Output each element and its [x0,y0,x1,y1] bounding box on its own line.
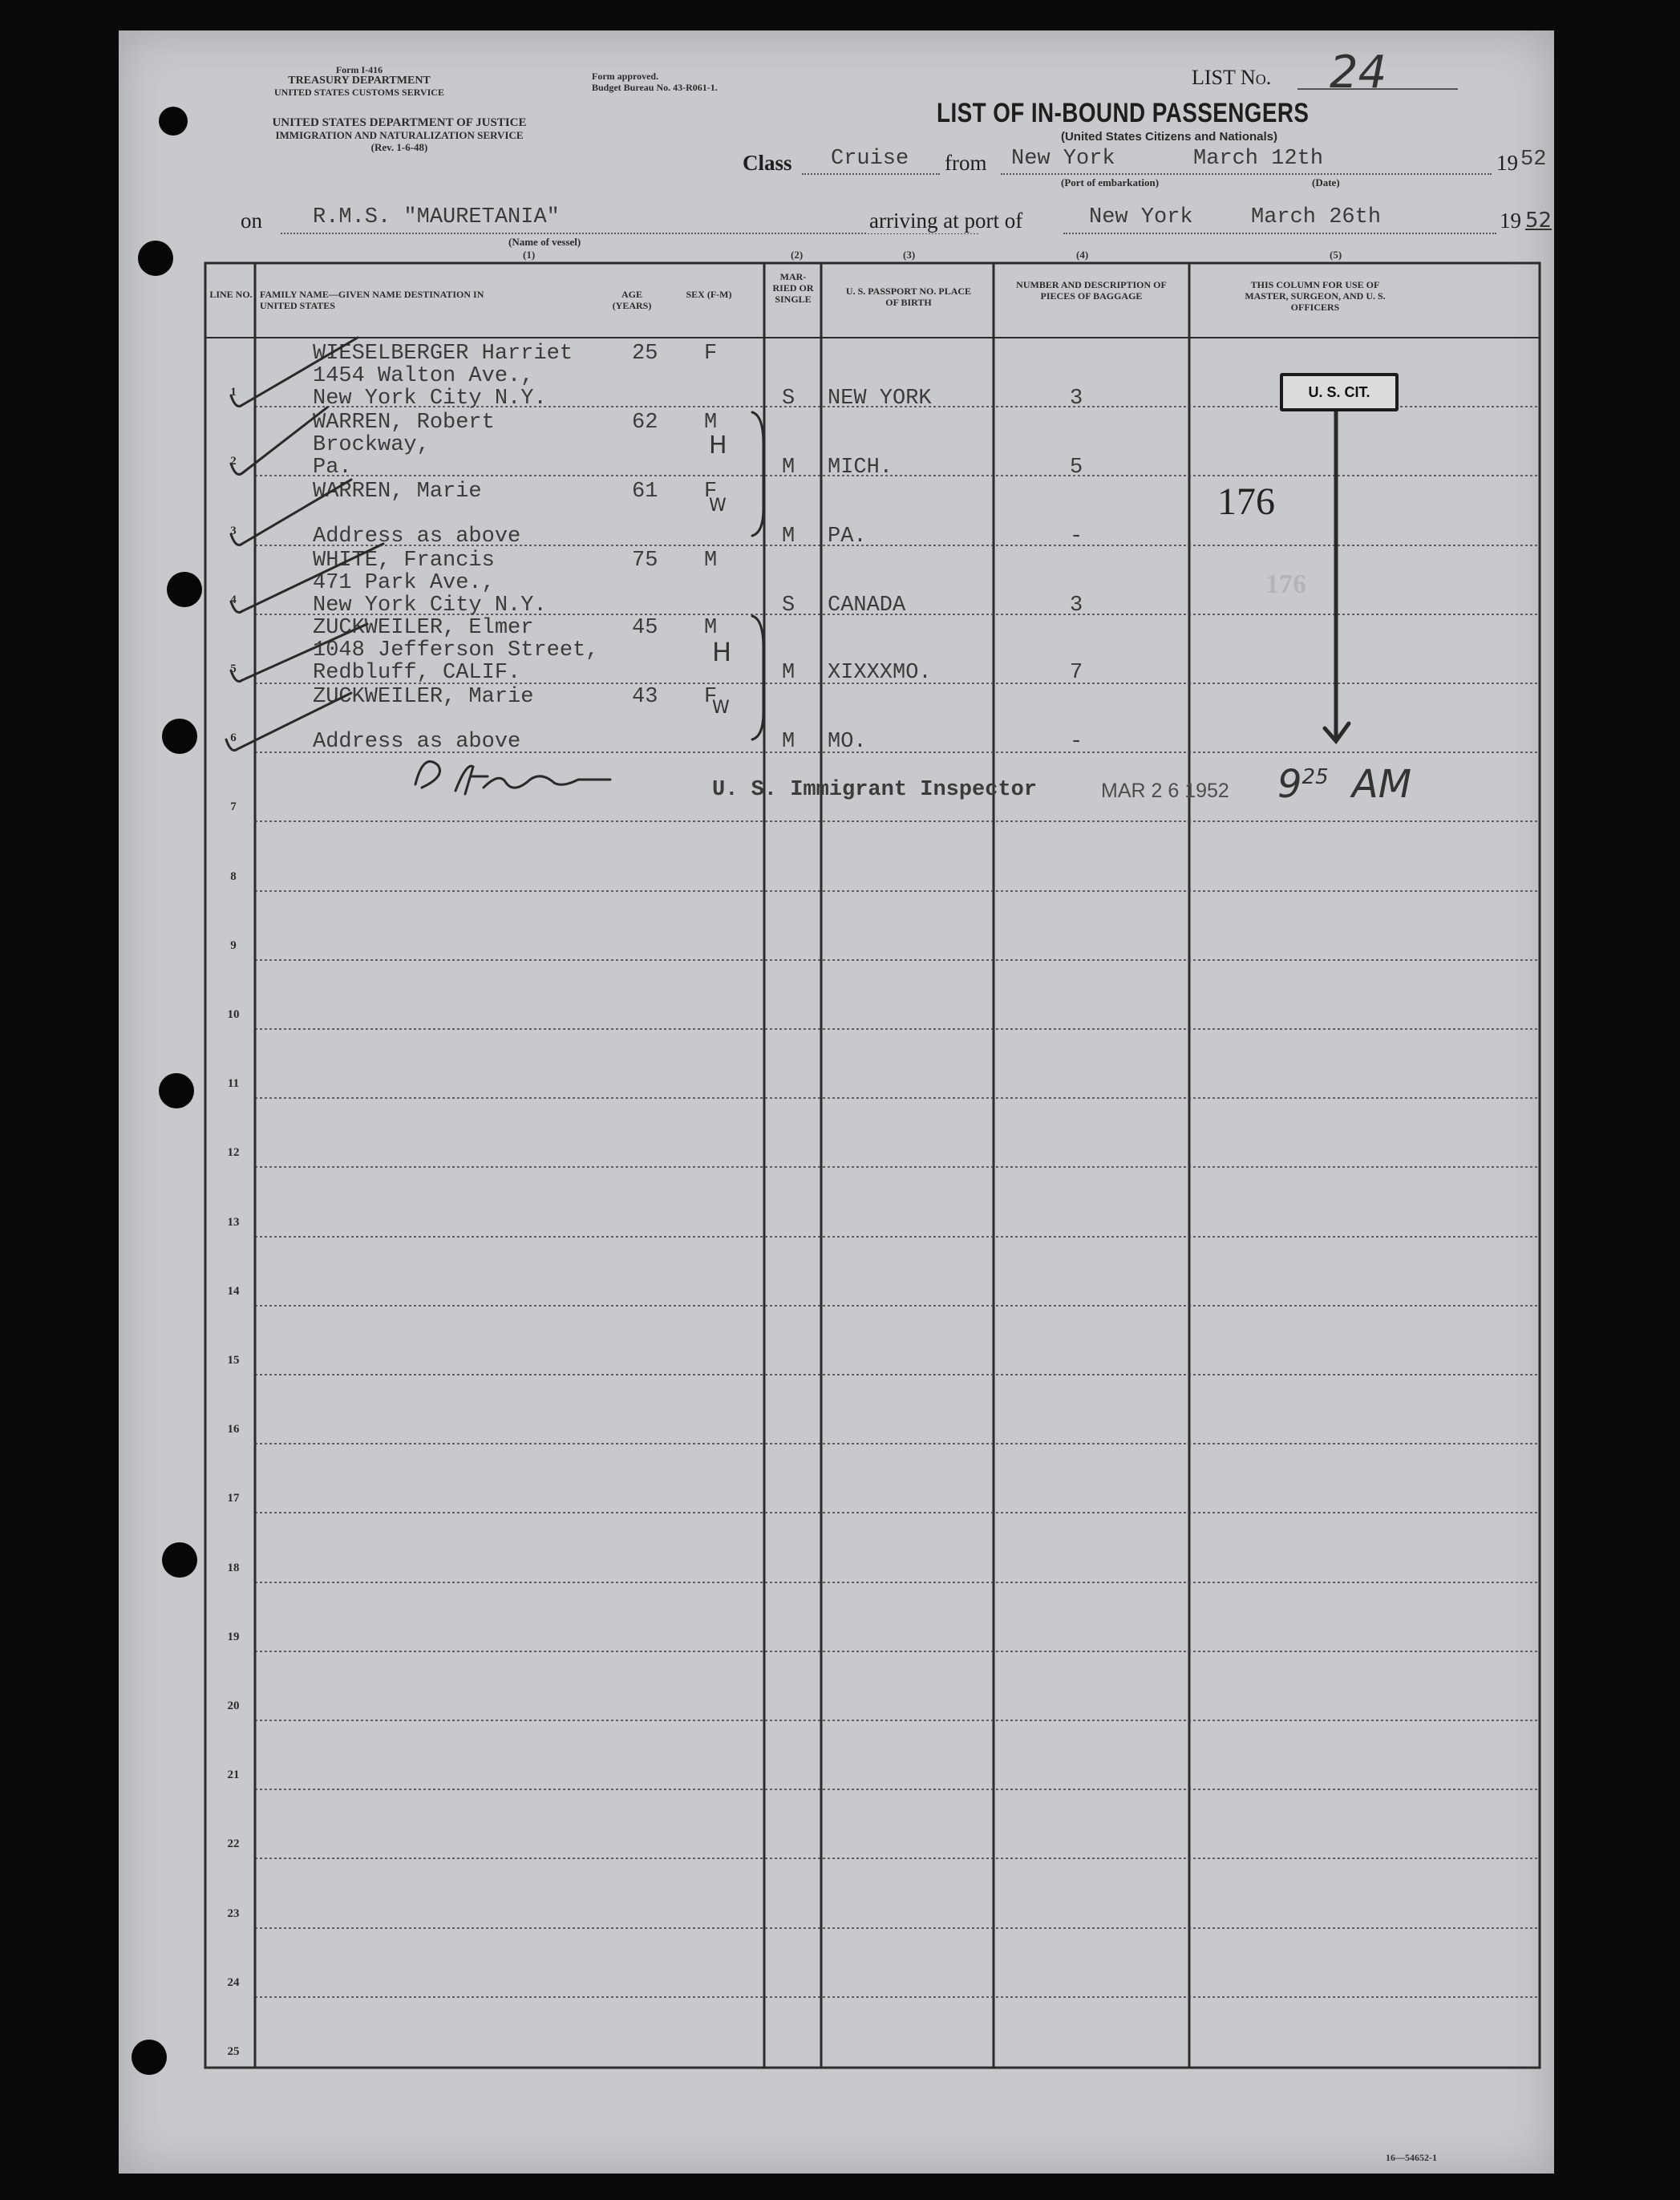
faded-number: 176 [1265,569,1306,599]
line-number: 23 [227,1907,240,1920]
budget-label: Budget Bureau No. 43-R061-1. [592,82,718,93]
class-line [802,173,940,175]
inspector-label: U. S. Immigrant Inspector [712,778,1038,802]
entry-2-baggage: 5 [1070,456,1083,480]
time-suffix: AM [1351,762,1412,807]
entry-1-sex: F [704,342,718,366]
treasury-label: TREASURY DEPARTMENT [288,75,431,87]
binder-hole [162,1542,197,1578]
entry-5-name: ZUCKWEILER, Elmer [313,616,534,640]
line-number: 3 [230,525,237,537]
line-number: 24 [227,1976,240,1989]
col-num-4: (4) [1076,249,1089,261]
justice-label: UNITED STATES DEPARTMENT OF JUSTICE [272,116,527,129]
signature [415,761,610,794]
entry-2-marital: M [782,456,795,480]
entry-5-age: 45 [632,616,658,640]
time-minutes: 25 [1301,765,1329,789]
line-number: 17 [227,1492,240,1505]
line-number: 18 [227,1562,240,1574]
entry-4-age: 75 [632,549,658,573]
col-header-officers: THIS COLUMN FOR USE OF MASTER, SURGEON, AND U. S. OFFICERS [1245,279,1386,313]
revision-label: (Rev. 1-6-48) [370,141,428,153]
handwritten-number: 176 [1217,480,1275,523]
entry-4-marital: S [782,594,795,618]
entry-4-sex: M [704,549,718,573]
inspector-date-stamp: MAR 2 6 1952 [1101,780,1229,802]
page-title: LIST OF IN-BOUND PASSENGERS [937,98,1310,128]
col-num-1: (1) [523,249,536,261]
class-label: Class [743,151,792,175]
entry-5-baggage: 7 [1070,661,1083,685]
arrival-date: March 26th [1251,205,1382,229]
entry-5-marital: M [782,661,795,685]
line-number: 25 [227,2045,240,2058]
binder-hole [138,241,173,276]
list-no-label: LIST No. [1192,66,1272,89]
bracket-note-h2: H [712,637,732,667]
entry-5-addr1: 1048 Jefferson Street, [313,638,599,662]
justice-header [231,117,568,153]
vessel-caption: (Name of vessel) [508,236,581,248]
customs-label: UNITED STATES CUSTOMS SERVICE [274,87,444,98]
line-number: 11 [227,1077,240,1090]
entry-1-baggage: 3 [1070,387,1083,411]
line-number: 15 [227,1354,240,1367]
list-no-value: 24 [1330,47,1387,99]
bracket-note-w2: W [712,698,730,718]
entry-4-addr2: New York City N.Y. [313,594,547,618]
from-label: from [945,151,987,175]
entry-3-sex: F [704,480,718,504]
line-number: 9 [230,939,237,952]
ins-label: IMMIGRATION AND NATURALIZATION SERVICE [275,129,524,141]
entry-1-addr2: New York City N.Y. [313,387,547,411]
bracket-note-w1: W [709,496,727,516]
time-hour: 9 [1277,762,1302,807]
entry-2-birthplace: MICH. [828,456,893,480]
entry-2-age: 62 [632,411,658,435]
arriving-label: arriving at port of [866,209,1026,233]
entry-1-birthplace: NEW YORK [828,387,932,411]
entry-2-sex: M [704,411,718,435]
line-number: 19 [227,1631,240,1643]
embark-date: March 12th [1193,147,1324,171]
bracket-1 [752,412,763,536]
embark-port: New York [1011,147,1115,171]
entry-3-name: WARREN, Marie [313,480,482,504]
col-header-baggage: NUMBER AND DESCRIPTION OF PIECES OF BAGGAGE [1016,279,1167,302]
arrival-year-prefix: 19 [1500,209,1521,233]
line-number: 13 [227,1216,240,1229]
col-num-2: (2) [791,249,804,261]
list-no-line [1297,88,1458,90]
arrival-year: 52 [1525,209,1552,233]
entry-1-marital: S [782,387,795,411]
year-prefix: 19 [1496,151,1518,175]
col-header-married: MAR- RIED OR SINGLE [772,271,814,305]
page-subtitle: (United States Citizens and Nationals) [1060,130,1278,144]
col-header-name: FAMILY NAME—GIVEN NAME DESTINATION IN UNITED STATES [260,289,484,311]
line-number: 4 [230,594,237,606]
form-approval [592,71,776,93]
line-number: 7 [230,800,237,813]
embark-line [1001,173,1492,175]
form-agency-header [239,64,480,98]
us-citizen-stamp: U. S. CIT. [1280,373,1399,411]
line-number: 21 [227,1769,240,1781]
line-number: 8 [230,870,237,883]
entry-3-age: 61 [632,480,658,504]
col-header-age: AGE (YEARS) [612,289,652,311]
entry-5-addr2: Redbluff, CALIF. [313,661,521,685]
date-caption: (Date) [1312,176,1340,188]
entry-6-birthplace: MO. [828,730,867,754]
entry-1-addr1: 1454 Walton Ave., [313,364,534,388]
port-caption: (Port of embarkation) [1061,176,1160,188]
binder-hole [167,572,202,607]
entry-3-birthplace: PA. [828,525,867,549]
entry-6-age: 43 [632,685,658,709]
line-number: 22 [227,1837,240,1850]
binder-hole [159,1073,194,1108]
entry-2-name: WARREN, Robert [313,411,495,435]
line-number: 2 [230,455,237,468]
inspection-time [1277,762,1411,807]
line-number: 1 [230,386,237,399]
binder-hole [159,107,188,136]
line-number: 14 [227,1285,240,1298]
entry-1-age: 25 [632,342,658,366]
bracket-2 [752,616,763,739]
entry-5-birthplace: XIXXXMO. [828,661,932,685]
entry-6-sex: F [704,685,718,709]
entry-6-marital: M [782,730,795,754]
bracket-note-h1: H [709,431,727,460]
entry-3-baggage: - [1070,525,1083,549]
line-number: 20 [227,1700,240,1712]
entry-6-name: ZUCKWEILER, Marie [313,685,534,709]
arrow-line [1325,407,1349,741]
arrival-port: New York [1089,205,1193,229]
entry-2-addr2: Pa. [313,456,352,480]
col-header-sex: SEX (F-M) [686,289,732,300]
entry-3-marital: M [782,525,795,549]
line-number: 6 [230,731,237,744]
arrival-line [1063,233,1496,234]
col-header-line: LINE NO. [209,289,253,300]
entry-3-addr1: Address as above [313,525,521,549]
entry-5-sex: M [704,616,718,640]
line-number: 16 [227,1423,240,1436]
binder-hole [162,719,197,754]
entry-4-name: WHITE, Francis [313,549,495,573]
on-label: on [241,209,262,233]
approved-label: Form approved. [592,71,659,82]
col-num-3: (3) [903,249,916,261]
col-num-5: (5) [1330,249,1342,261]
line-number: 5 [230,662,237,675]
form-id: Form I-416 [335,64,383,75]
binder-hole [132,2040,167,2075]
vessel-name: R.M.S. "MAURETANIA" [313,205,560,229]
entry-4-addr1: 471 Park Ave., [313,571,495,595]
entry-6-addr1: Address as above [313,730,521,754]
year-value: 52 [1520,148,1547,172]
entry-6-baggage: - [1070,730,1083,754]
line-number: 12 [227,1146,240,1159]
footer-code: 16—54652-1 [1386,2152,1437,2163]
col-header-passport: U. S. PASSPORT NO. PLACE OF BIRTH [845,286,972,308]
entry-4-baggage: 3 [1070,594,1083,618]
passenger-list-page [119,30,1554,2174]
entry-2-addr1: Brockway, [313,433,430,457]
entry-4-birthplace: CANADA [828,594,906,618]
entry-1-name: WIESELBERGER Harriet [313,342,573,366]
line-number: 10 [227,1008,240,1021]
class-value: Cruise [831,147,909,171]
